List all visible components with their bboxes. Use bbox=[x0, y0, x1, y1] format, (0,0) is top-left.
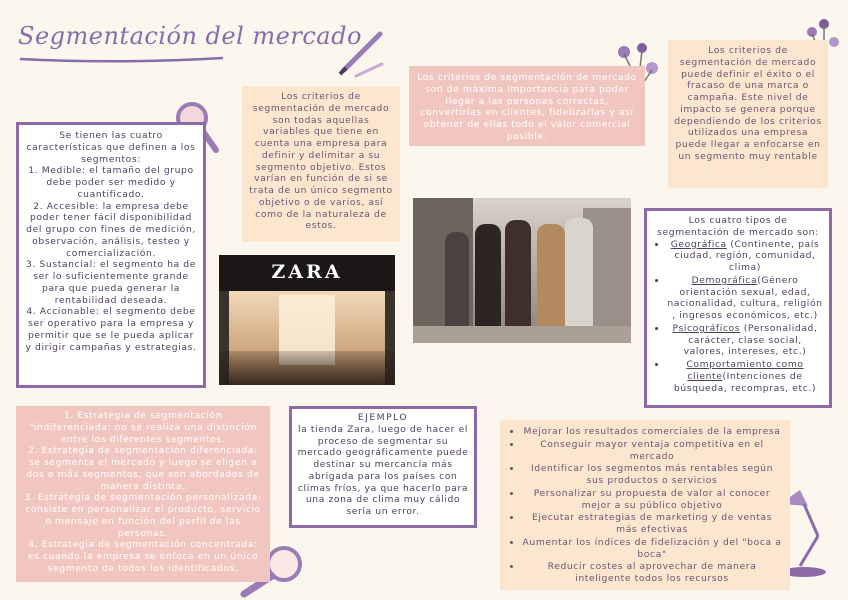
caracteristicas-box bbox=[16, 122, 206, 388]
beneficios-box bbox=[500, 420, 790, 590]
ejemplo-text: la tienda Zara, luego de hacer el proceso de segmentar su mercado geográficamente puede destinar su mercancía más abrigada para los países con climas fríos, ya que hacerlo para una zona de clima muy cálido sería un error. bbox=[297, 423, 469, 518]
estrategia-item: 3. Estrategia de segmentación personalizada: consiste en personalizar el producto, servicio o mensaje en función del perfil de las personas. bbox=[24, 492, 262, 539]
beneficio-item: • Aumentar los índices de fidelización y del "boca a boca" bbox=[522, 537, 782, 561]
estrategias-box bbox=[16, 406, 270, 582]
tipo-item bbox=[667, 359, 823, 394]
tipos-intro: Los cuatro tipos de segmentación de mercado son: bbox=[657, 215, 819, 238]
beneficio-item: • Reducir costes al aprovechar de manera inteligente todos los recursos bbox=[522, 561, 782, 585]
street-fashion-photo bbox=[413, 198, 631, 343]
caracteristica-item: 2. Accesible: la empresa debe poder tener fácil disponibilidad del grupo con fines de medición, observación, análisis, testeo y comercialización. bbox=[26, 200, 196, 259]
zara-logo: ZARA bbox=[271, 261, 343, 283]
title-underline bbox=[18, 55, 228, 65]
tipo-desc: (Continente, país ciudad, región, comunidad, clima) bbox=[674, 238, 820, 274]
tipo-desc: (Género orientación sexual, edad, nacionalidad, cultura, religión , ingresos económicos, etc.) bbox=[667, 274, 823, 322]
caracteristicas-intro: Se tienen las cuatro características que definen a los segmentos: bbox=[26, 130, 196, 165]
criterios-definicion-box bbox=[242, 86, 400, 242]
caracteristica-item: 3. Sustancial: el segmento ha de ser lo suficientemente grande para que pueda generar la rentabilidad deseada. bbox=[25, 259, 196, 306]
tipo-item bbox=[667, 323, 823, 358]
estrategia-item: 1. Estrategia de segmentación "indiferenciada: no se realiza una distinción entre los diferentes segmentos. bbox=[28, 410, 258, 445]
estrategia-item: 2. Estrategia de segmentación diferenciada: se segmenta el mercado y luego se eligen a dos o más segmentos, que son abordados de manera distinta. bbox=[26, 445, 260, 492]
tipo-item bbox=[667, 239, 823, 274]
pencil-icon bbox=[336, 30, 386, 78]
criterios-impacto-text: Los criterios de segmentación de mercado puede definir el éxito o el fracaso de una marca o campaña. Este nivel de impacto se genera porque dependiendo de los criterios utilizados una empresa puede llegar a enfocarse en un segmento muy rentable bbox=[674, 45, 822, 162]
criterios-impacto-box bbox=[668, 40, 828, 188]
tipo-name: Geográfica bbox=[670, 238, 727, 250]
ejemplo-heading: EJEMPLO bbox=[357, 412, 409, 423]
beneficio-item: • Ejecutar estrategias de marketing y de ventas más efectivas bbox=[522, 512, 782, 536]
caracteristica-item: 1. Medible: el tamaño del grupo debe poder ser medido y cuantificado. bbox=[28, 165, 194, 200]
tipo-desc: (Personalidad, carácter, clase social, valores, intereses, etc.) bbox=[683, 322, 818, 358]
ejemplo-box bbox=[289, 406, 477, 528]
tipo-name: Psicográficos bbox=[672, 322, 741, 334]
tipos-box bbox=[644, 208, 832, 408]
tipo-desc: (Intenciones de búsqueda, recompras, etc.) bbox=[673, 370, 817, 394]
beneficio-item: • Identificar los segmentos más rentables según sus productos o servicios bbox=[522, 463, 782, 487]
page-title: Segmentación del mercado bbox=[18, 22, 362, 50]
importancia-text: Los criterios de segmentación de mercado son de máxima importancia para poder llegar a las personas correctas, convertirlas en clientes, fidelizarlas y así obtener de ellas todo el valor comercial posible. bbox=[417, 72, 637, 142]
tipo-name: Comportamiento como cliente bbox=[686, 359, 804, 382]
beneficio-item: • Personalizar su propuesta de valor al conocer mejor a su público objetivo bbox=[522, 488, 782, 512]
tipo-name: Demográfica bbox=[691, 274, 758, 286]
criterios-definicion-text: Los criterios de segmentación de mercado son todas aquellas variables que tiene en cuenta una empresa para definir y delimitar a su segmento objetivo. Estos varían en función de si se trata de un único segmento objetivo o de varios, así como de la naturaleza de estos. bbox=[249, 91, 393, 232]
caracteristica-item: 4. Accionable: el segmento debe ser operativo para la empresa y permitir que se le pueda aplicar y dirigir campañas y estrategias. bbox=[25, 306, 197, 353]
beneficio-item: • Conseguir mayor ventaja competitiva en el mercado bbox=[522, 439, 782, 463]
estrategia-item: 4. Estrategia de segmentación concentrada: es cuando la empresa se enfoca en un único segmento de todos los identificados. bbox=[27, 539, 259, 574]
tipo-item bbox=[667, 275, 823, 322]
importancia-box bbox=[409, 66, 645, 146]
beneficio-item: • Mejorar los resultados comerciales de la empresa bbox=[522, 426, 782, 438]
zara-store-photo bbox=[219, 255, 395, 385]
